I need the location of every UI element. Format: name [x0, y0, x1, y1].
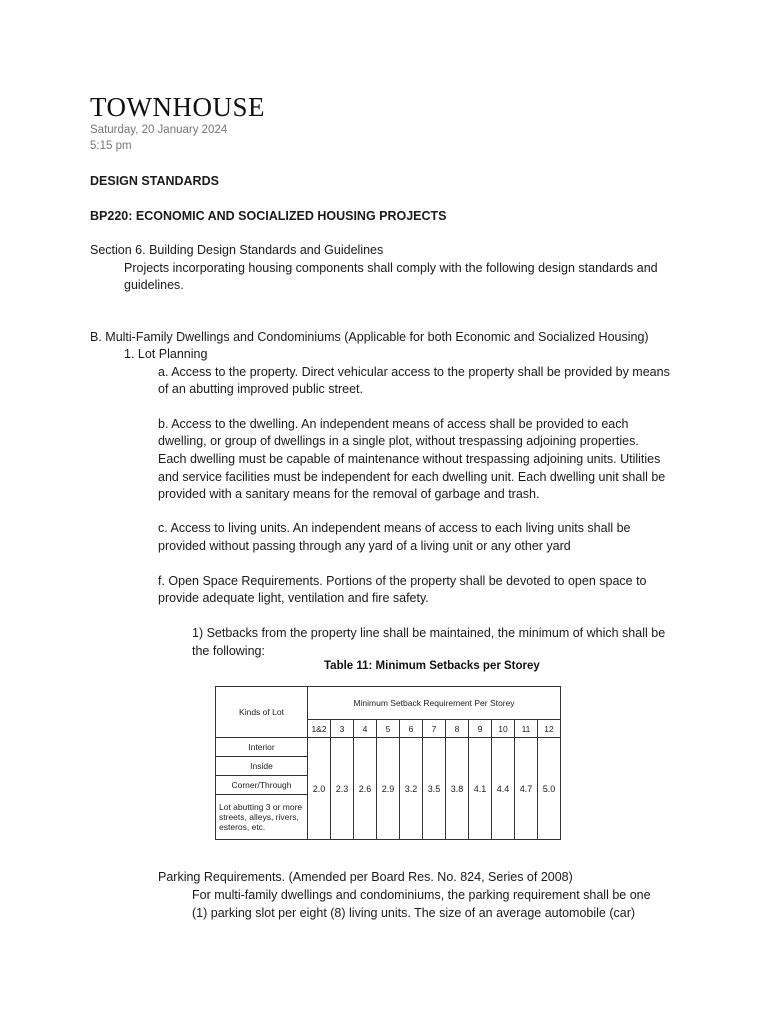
setbacks-table: [215, 686, 561, 840]
note-time: 5:15 pm: [90, 140, 132, 152]
lot-planning-heading: 1. Lot Planning: [124, 347, 208, 361]
table-title: Table 11: Minimum Setbacks per Storey: [324, 660, 540, 672]
item-f-line: provide adequate light, ventilation and fire safety.: [158, 591, 429, 605]
setback-value: 2.9: [377, 738, 400, 840]
setback-value: 2.3: [331, 738, 354, 840]
storey-header: 11: [515, 720, 538, 738]
storey-header: 3: [331, 720, 354, 738]
section6-body-line: guidelines.: [124, 278, 184, 292]
heading-bp220: BP220: ECONOMIC AND SOCIALIZED HOUSING PROJECTS: [90, 209, 447, 223]
item-c-line: c. Access to living units. An independent means of access to each living units shall be: [158, 521, 631, 535]
setback-value: 3.5: [423, 738, 446, 840]
setbacks-line: 1) Setbacks from the property line shall be maintained, the minimum of which shall be: [192, 626, 666, 640]
note-date: Saturday, 20 January 2024: [90, 124, 228, 136]
storey-header: 12: [538, 720, 561, 738]
item-a-line: a. Access to the property. Direct vehicular access to the property shall be provided by means: [158, 365, 670, 379]
lot-kind-abutting-streets: Lot abutting 3 or more streets, alleys, rivers, esteros, etc.: [216, 795, 308, 840]
storey-header: 8: [446, 720, 469, 738]
setback-value: 5.0: [538, 738, 561, 840]
storey-header: 6: [400, 720, 423, 738]
heading-design-standards: DESIGN STANDARDS: [90, 174, 219, 188]
page-title: TOWNHOUSE: [90, 92, 265, 122]
storey-header: 9: [469, 720, 492, 738]
parking-body-line: (1) parking slot per eight (8) living units. The size of an average automobile (car): [192, 906, 636, 920]
lot-kind-inside: Inside: [216, 757, 308, 776]
item-b-line: b. Access to the dwelling. An independent means of access shall be provided to each: [158, 417, 629, 431]
lot-kind-interior: Interior: [216, 738, 308, 757]
setback-value: 3.8: [446, 738, 469, 840]
setbacks-line: the following:: [192, 644, 265, 658]
item-b-line: provided with a sanitary means for the removal of garbage and trash.: [158, 487, 540, 501]
parking-body-line: For multi-family dwellings and condominiums, the parking requirement shall be one: [192, 888, 651, 902]
storey-header: 5: [377, 720, 400, 738]
item-b-line: Each dwelling must be capable of maintenance without trespassing adjoining units. Utilities: [158, 452, 661, 466]
storey-header: 10: [492, 720, 515, 738]
item-f-line: f. Open Space Requirements. Portions of the property shall be devoted to open space to: [158, 574, 647, 588]
section6-title: Section 6. Building Design Standards and Guidelines: [90, 243, 384, 257]
item-b-line: dwelling, or group of dwellings in a single plot, without trespassing adjoining properties.: [158, 434, 639, 448]
storey-header: 1&2: [308, 720, 331, 738]
setback-value: 4.4: [492, 738, 515, 840]
setback-value: 3.2: [400, 738, 423, 840]
sectionB-title: B. Multi-Family Dwellings and Condominiums (Applicable for both Economic and Socialized Housing): [90, 330, 649, 344]
item-c-line: provided without passing through any yard of a living unit or any other yard: [158, 539, 571, 553]
setback-value: 4.7: [515, 738, 538, 840]
storey-header: 4: [354, 720, 377, 738]
setback-value: 2.0: [308, 738, 331, 840]
min-setback-header: Minimum Setback Requirement Per Storey: [308, 687, 561, 720]
kinds-of-lot-header: Kinds of Lot: [216, 687, 308, 738]
setback-value: 4.1: [469, 738, 492, 840]
item-b-line: and service facilities must be independent for each dwelling unit. Each dwelling unit shall be: [158, 470, 666, 484]
storey-header: 7: [423, 720, 446, 738]
section6-body-line: Projects incorporating housing components shall comply with the following design standards and: [124, 261, 658, 275]
setback-value: 2.6: [354, 738, 377, 840]
item-a-line: of an abutting improved public street.: [158, 382, 363, 396]
parking-title: Parking Requirements. (Amended per Board Res. No. 824, Series of 2008): [158, 870, 573, 884]
lot-kind-corner-through: Corner/Through: [216, 776, 308, 795]
